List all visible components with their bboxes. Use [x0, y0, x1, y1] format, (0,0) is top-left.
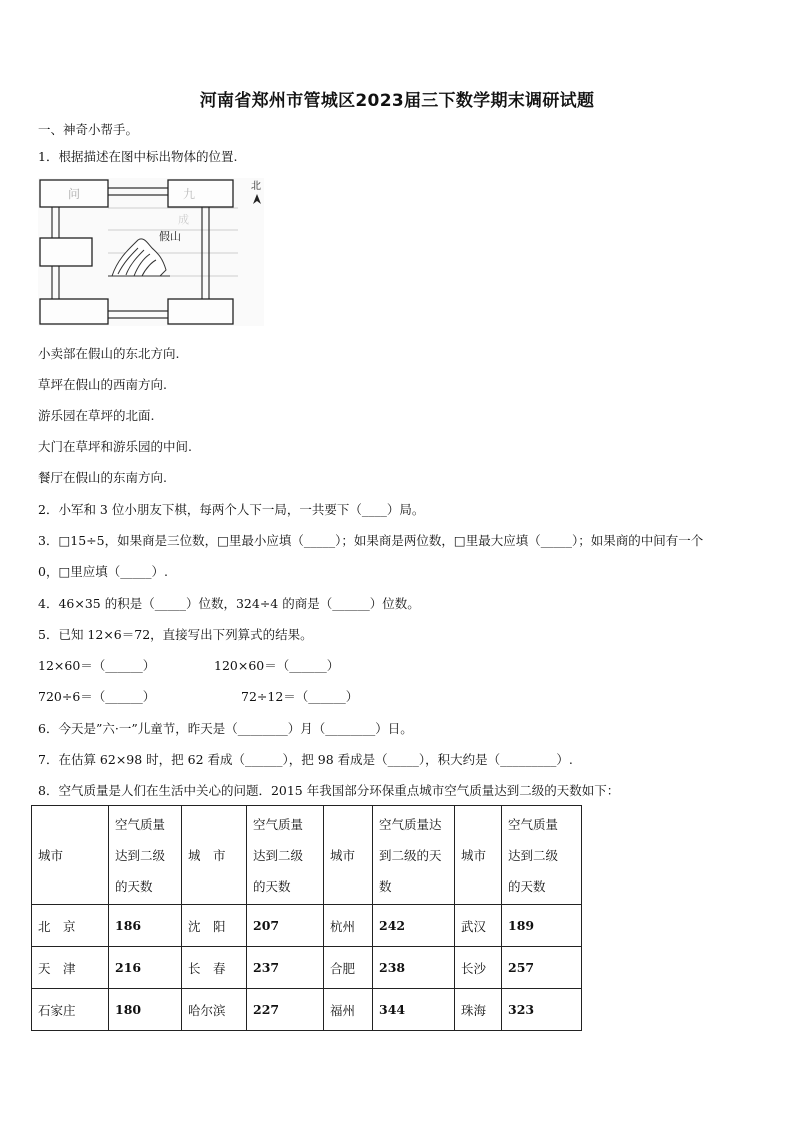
days-cell: 227	[247, 989, 324, 1031]
header-city: 城市	[324, 806, 373, 905]
map-box-bottom-left	[40, 299, 108, 324]
header-days: 空气质量达 到二级的天 数	[373, 806, 455, 905]
question-2: 2．小军和 3 位小朋友下棋，每两个人下一局，一共要下（____）局。	[38, 502, 425, 517]
city-cell: 哈尔滨	[182, 989, 247, 1031]
table-row	[32, 947, 582, 989]
table-row	[32, 905, 582, 947]
description-1: 小卖部在假山的东北方向.	[38, 346, 180, 361]
days-cell: 216	[109, 947, 182, 989]
city-cell: 长沙	[455, 947, 502, 989]
rockery-label: 假山	[159, 230, 181, 243]
days-cell: 238	[373, 947, 455, 989]
days-cell: 186	[109, 905, 182, 947]
city-cell: 沈 阳	[182, 905, 247, 947]
days-cell: 237	[247, 947, 324, 989]
days-cell: 207	[247, 905, 324, 947]
description-3: 游乐园在草坪的北面.	[38, 408, 155, 423]
q5-item-c: 720÷6＝（______）	[38, 689, 156, 704]
header-days: 空气质量 达到二级 的天数	[247, 806, 324, 905]
city-cell: 珠海	[455, 989, 502, 1031]
description-2: 草坪在假山的西南方向.	[38, 377, 167, 392]
header-days: 空气质量 达到二级 的天数	[502, 806, 582, 905]
header-city: 城市	[455, 806, 502, 905]
description-5: 餐厅在假山的东南方向.	[38, 470, 167, 485]
map-box-middle-left	[40, 238, 92, 266]
days-cell: 242	[373, 905, 455, 947]
table-header-row	[32, 806, 582, 905]
air-quality-table	[31, 805, 582, 1031]
city-cell: 杭州	[324, 905, 373, 947]
city-cell: 合肥	[324, 947, 373, 989]
q5-item-b: 120×60＝（______）	[214, 658, 340, 673]
q5-item-d: 72÷12＝（______）	[241, 689, 359, 704]
map-faded-text-1: 问	[68, 187, 81, 201]
question-7: 7．在估算 62×98 时，把 62 看成（______），把 98 看成是（_____），积大约是（_________）.	[38, 752, 573, 767]
question-1: 1．根据描述在图中标出物体的位置.	[38, 149, 238, 164]
question-6: 6．今天是”六·一”儿童节，昨天是（________）月（________）日。	[38, 721, 413, 736]
days-cell: 344	[373, 989, 455, 1031]
question-3-line-1: 3．□15÷5，如果商是三位数，□里最小应填（_____）；如果商是两位数，□里最大应填（_____）；如果商的中间有一个	[38, 533, 704, 548]
days-cell: 257	[502, 947, 582, 989]
map-faded-text-2: 九	[183, 187, 196, 201]
map-faded-text-3: 成	[178, 213, 189, 226]
city-cell: 长 春	[182, 947, 247, 989]
days-cell: 189	[502, 905, 582, 947]
page-title: 河南省郑州市管城区2023届三下数学期末调研试题	[199, 91, 595, 111]
question-3-line-2: 0，□里应填（_____）.	[38, 564, 168, 579]
header-city: 城市	[32, 806, 109, 905]
q5-item-a: 12×60＝（______）	[38, 658, 156, 673]
days-cell: 323	[502, 989, 582, 1031]
section-heading: 一、神奇小帮手。	[38, 122, 139, 137]
question-5: 5．已知 12×6＝72，直接写出下列算式的结果。	[38, 627, 313, 642]
header-days: 空气质量 达到二级 的天数	[109, 806, 182, 905]
compass-label: 北	[251, 181, 261, 192]
city-cell: 天 津	[32, 947, 109, 989]
map-figure	[38, 178, 264, 326]
city-cell: 北 京	[32, 905, 109, 947]
map-box-top-right	[168, 180, 233, 207]
map-box-bottom-right	[168, 299, 233, 324]
city-cell: 武汉	[455, 905, 502, 947]
question-8: 8．空气质量是人们在生活中关心的问题．2015 年我国部分环保重点城市空气质量达到二级的天数如下：	[38, 783, 620, 798]
days-cell: 180	[109, 989, 182, 1031]
city-cell: 福州	[324, 989, 373, 1031]
description-4: 大门在草坪和游乐园的中间.	[38, 439, 192, 454]
table-row	[32, 989, 582, 1031]
question-4: 4．46×35 的积是（_____）位数，324÷4 的商是（______）位数。	[38, 596, 420, 611]
header-city: 城 市	[182, 806, 247, 905]
city-cell: 石家庄	[32, 989, 109, 1031]
